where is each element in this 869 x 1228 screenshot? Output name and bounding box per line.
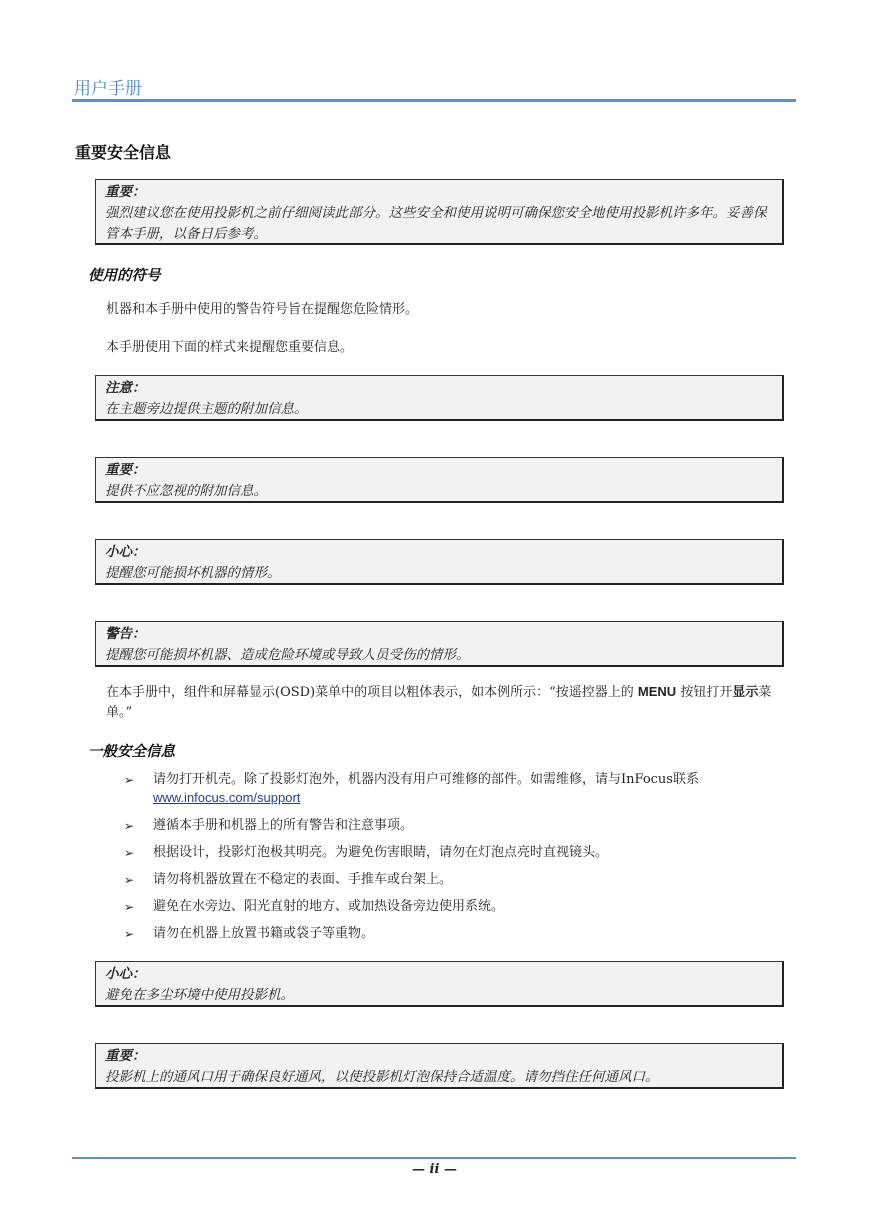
footer-rule [72,1157,796,1159]
bottom-important-title: 重要： [105,1048,146,1064]
list-item-text: 请勿将机器放置在不稳定的表面、手推车或台架上。 [153,872,453,887]
bullet-arrow-icon: ➢ [124,927,135,941]
general-safety-list [124,771,774,952]
osd-menu-bold: MENU [637,684,677,699]
bullet-arrow-icon: ➢ [124,773,135,787]
general-safety-heading: 一般安全信息 [88,743,175,760]
list-item [124,817,774,835]
notice-caution-text: 提醒您可能损坏机器的情形。 [105,565,281,581]
notice-warning-title: 警告： [105,626,146,642]
osd-display-bold: 显示 [732,685,759,700]
osd-text-1: 在本手册中，组件和屏幕显示(OSD)菜单中的项目以粗体表示，如本例所示：“按遥控器上的 [106,685,638,700]
important-intro-title: 重要： [105,184,146,200]
symbols-paragraph-2: 本手册使用下面的样式来提醒您重要信息。 [106,340,354,355]
bottom-notice-important [95,1043,784,1089]
list-item [124,844,774,862]
symbols-heading: 使用的符号 [88,267,161,284]
notice-important-title: 重要： [105,462,146,478]
section-title: 重要安全信息 [75,143,172,162]
page-number: — ii — [412,1162,457,1177]
bottom-caution-text: 避免在多尘环境中使用投影机。 [105,987,294,1003]
bottom-notice-caution [95,961,784,1007]
list-item-text: 遵循本手册和机器上的所有警告和注意事项。 [153,818,414,833]
osd-text-2: 按钮打开 [676,685,733,700]
list-item-text: 请勿在机器上放置书籍或袋子等重物。 [153,926,375,941]
important-intro-text: 强烈建议您在使用投影机之前仔细阅读此部分。这些安全和使用说明可确保您安全地使用投影机许多年。妥善保管本手册，以备日后参考。 [105,205,767,242]
notice-box-warning [95,621,784,667]
list-item [124,898,774,916]
notice-box-note [95,375,784,421]
notice-box-caution [95,539,784,585]
list-item-text: 根据设计，投影灯泡极其明亮。为避免伤害眼睛，请勿在灯泡点亮时直视镜头。 [153,845,609,860]
notice-important-text: 提供不应忽视的附加信息。 [105,483,267,499]
bullet-arrow-icon: ➢ [124,900,135,914]
support-link[interactable]: www.infocus.com/support [153,790,301,805]
notice-note-title: 注意： [105,380,146,396]
header-title: 用户手册 [74,79,142,99]
osd-paragraph [106,682,791,723]
symbols-paragraph-1: 机器和本手册中使用的警告符号旨在提醒您危险情形。 [106,302,419,317]
header-rule [72,99,796,102]
important-intro-box [95,179,784,245]
osd-text-3: 菜单。” [106,685,772,720]
bullet-arrow-icon: ➢ [124,846,135,860]
list-item-text: 避免在水旁边、阳光直射的地方、或加热设备旁边使用系统。 [153,899,505,914]
bottom-caution-title: 小心： [105,966,146,982]
bottom-important-text: 投影机上的通风口用于确保良好通风，以使投影机灯泡保持合适温度。请勿挡住任何通风口。 [105,1069,659,1085]
list-item-text: 请勿打开机壳。除了投影灯泡外，机器内没有用户可维修的部件。如需维修，请与InFocus联系 [153,772,699,787]
notice-box-important [95,457,784,503]
notice-warning-text: 提醒您可能损坏机器、造成危险环境或导致人员受伤的情形。 [105,647,470,663]
bullet-arrow-icon: ➢ [124,819,135,833]
bullet-arrow-icon: ➢ [124,873,135,887]
notice-caution-title: 小心： [105,544,146,560]
list-item [124,771,774,808]
notice-note-text: 在主题旁边提供主题的附加信息。 [105,401,308,417]
list-item [124,871,774,889]
list-item [124,925,774,943]
